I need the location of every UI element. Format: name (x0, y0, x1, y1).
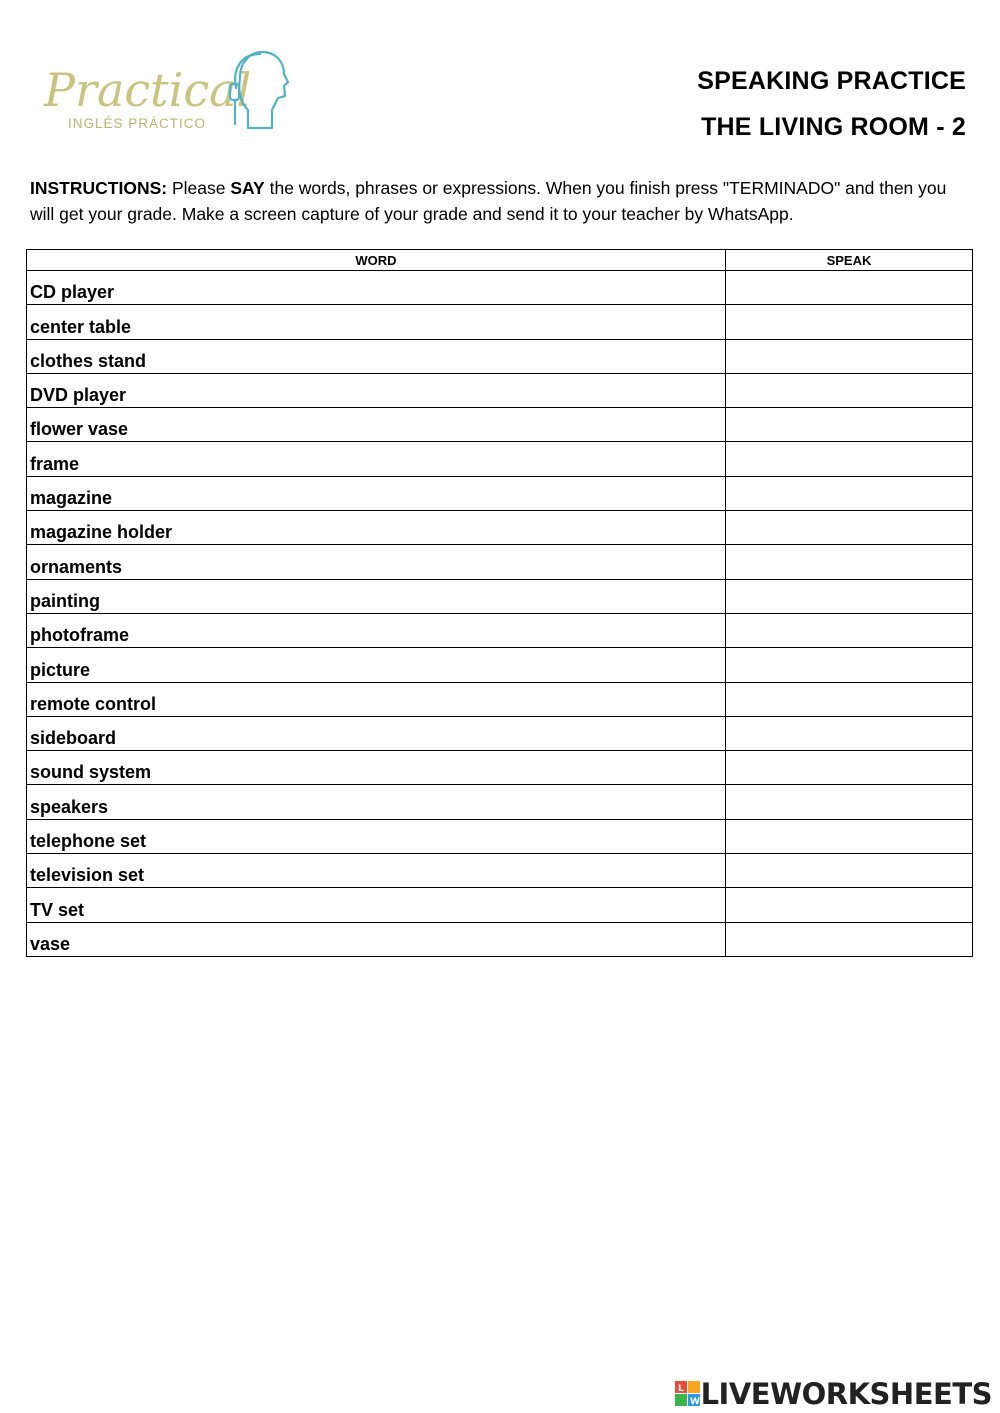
word-cell: remote control (27, 682, 726, 716)
speak-cell[interactable] (726, 888, 973, 922)
badge-letter-w: W (689, 1397, 700, 1407)
table-row (27, 271, 973, 305)
speak-cell[interactable] (726, 854, 973, 888)
table-row (27, 682, 973, 716)
table-row (27, 305, 973, 339)
table-row (27, 511, 973, 545)
liveworksheets-brand (675, 1378, 992, 1410)
instructions-text: the words, phrases or expressions. When you finish press "TERMINADO" and then you will get your grade. Make a screen capture of your grade and send it to your teacher by WhatsApp. (30, 178, 947, 224)
table-row (27, 613, 973, 647)
word-cell: picture (27, 648, 726, 682)
speak-cell[interactable] (726, 819, 973, 853)
word-cell: sideboard (27, 716, 726, 750)
word-cell: frame (27, 442, 726, 476)
table-row (27, 888, 973, 922)
header-word: WORD (27, 250, 726, 271)
word-cell: painting (27, 579, 726, 613)
speak-cell[interactable] (726, 751, 973, 785)
instructions-label: INSTRUCTIONS: (30, 178, 168, 198)
instructions-pre: Please (171, 178, 226, 198)
speak-cell[interactable] (726, 648, 973, 682)
instructions (30, 175, 975, 227)
speak-cell[interactable] (726, 716, 973, 750)
speak-cell[interactable] (726, 922, 973, 956)
word-cell: center table (27, 305, 726, 339)
word-cell: clothes stand (27, 339, 726, 373)
speak-cell[interactable] (726, 408, 973, 442)
table-row (27, 716, 973, 750)
word-cell: CD player (27, 271, 726, 305)
word-cell: vase (27, 922, 726, 956)
practical-logo (40, 48, 290, 138)
speak-cell[interactable] (726, 305, 973, 339)
speak-cell[interactable] (726, 442, 973, 476)
table-row (27, 545, 973, 579)
speak-cell[interactable] (726, 545, 973, 579)
speak-cell[interactable] (726, 476, 973, 510)
logo-script-text: Practical (44, 63, 252, 117)
page-subtitle: THE LIVING ROOM - 2 (701, 113, 966, 141)
speak-cell[interactable] (726, 511, 973, 545)
table-row (27, 373, 973, 407)
page-header (697, 58, 966, 150)
word-table (26, 249, 973, 957)
word-cell: flower vase (27, 408, 726, 442)
word-cell: telephone set (27, 819, 726, 853)
word-cell: magazine holder (27, 511, 726, 545)
speak-cell[interactable] (726, 785, 973, 819)
table-row (27, 408, 973, 442)
speak-cell[interactable] (726, 682, 973, 716)
page-title: SPEAKING PRACTICE (697, 67, 966, 95)
word-cell: sound system (27, 751, 726, 785)
speak-cell[interactable] (726, 373, 973, 407)
table-row (27, 476, 973, 510)
speak-cell[interactable] (726, 579, 973, 613)
table-row (27, 579, 973, 613)
liveworksheets-badge-icon (675, 1381, 701, 1407)
word-cell: television set (27, 854, 726, 888)
table-header-row (27, 250, 973, 271)
table-row (27, 785, 973, 819)
speak-cell[interactable] (726, 271, 973, 305)
table-row (27, 854, 973, 888)
word-cell: ornaments (27, 545, 726, 579)
header-speak: SPEAK (726, 250, 973, 271)
word-cell: DVD player (27, 373, 726, 407)
word-cell: photoframe (27, 613, 726, 647)
table-row (27, 442, 973, 476)
practical-logo-graphic (40, 48, 290, 138)
speak-cell[interactable] (726, 613, 973, 647)
table-row (27, 751, 973, 785)
table-row (27, 339, 973, 373)
table-row (27, 648, 973, 682)
instructions-emphasis: SAY (230, 178, 265, 198)
logo-subtitle: INGLÉS PRÁCTICO (68, 116, 207, 131)
badge-letter-l: L (677, 1384, 684, 1394)
liveworksheets-wordmark: LIVEWORKSHEETS (700, 1377, 992, 1411)
word-cell: magazine (27, 476, 726, 510)
table-row (27, 922, 973, 956)
table-row (27, 819, 973, 853)
word-cell: speakers (27, 785, 726, 819)
speak-cell[interactable] (726, 339, 973, 373)
word-cell: TV set (27, 888, 726, 922)
